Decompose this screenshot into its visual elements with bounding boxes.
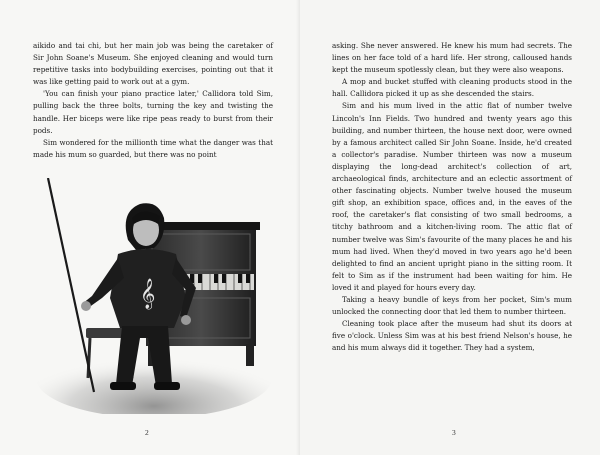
right-paragraph-1: asking. She never answered. He knew his mum had secrets. The lines on her face told of a hard life. Her strong, calloused hands kept the museum spotlessly clean, but they were also weapons. bbox=[332, 41, 572, 75]
right-paragraph-2: A mop and bucket stuffed with cleaning products stood in the hall. Callidora picked it up as she descended the stairs. bbox=[332, 77, 572, 99]
right-paragraph-5: Cleaning took place after the museum had shut its doors at five o'clock. Unless Sim was at his best friend Nelson's house, he and his mum always did it together. They had a system, bbox=[332, 319, 572, 353]
right-paragraph-3: Sim and his mum lived in the attic flat of number twelve Lincoln's Inn Fields. Two hundred and twenty years ago this building, and number thirteen, the house next door, were owned by a famous architect called Sir John Soane. Inside, he'd created a collector's paradise. Number thirteen was now a museum displaying the long-dead architect's collection of art, archaeological finds, architecture and an eclectic assortment of other fascinating objects. Number twelve housed the museum gift shop, an exhibition space, offices and, in the eaves of the roof, the caretaker's flat consisting of two small bedrooms, a titchy bathroom and a kitchen-living room. The attic flat of number twelve was Sim's favourite of the many places he and his mum had lived. When they'd moved in two years ago he'd been delighted to find an ancient upright piano in the sitting room. It felt to Sim as if the instrument had been waiting for him. He loved it and played for hours every day. bbox=[332, 101, 572, 292]
left-paragraph-1: aikido and tai chi, but her main job was being the caretaker of Sir John Soane's Museum. She enjoyed cleaning and would turn repetitive tasks into bodybuilding exercises, pointing out that it was like getting paid to work out at a gym. bbox=[33, 41, 273, 87]
right-paragraph-4: Taking a heavy bundle of keys from her pocket, Sim's mum unlocked the connecting door that led them to number thirteen. bbox=[332, 294, 572, 317]
left-paragraph-3: Sim wondered for the millionth time what the danger was that made his mum so guarded, but there was no point bbox=[33, 137, 273, 159]
page-number-left: 2 bbox=[145, 428, 149, 437]
left-paragraph-2: 'You can finish your piano practice later,' Callidora told Sim, pulling back the three bolts, turning the key and twisting the handle. Her biceps were like ripe peas ready to burst from their pods. bbox=[33, 89, 273, 135]
right-text-column bbox=[332, 40, 572, 354]
treble-clef-icon: 𝄞 bbox=[140, 279, 156, 309]
left-text-column bbox=[33, 40, 273, 161]
boy-with-staff-illustration bbox=[36, 178, 272, 414]
right-page bbox=[300, 0, 600, 455]
page-number-right: 3 bbox=[452, 428, 456, 437]
